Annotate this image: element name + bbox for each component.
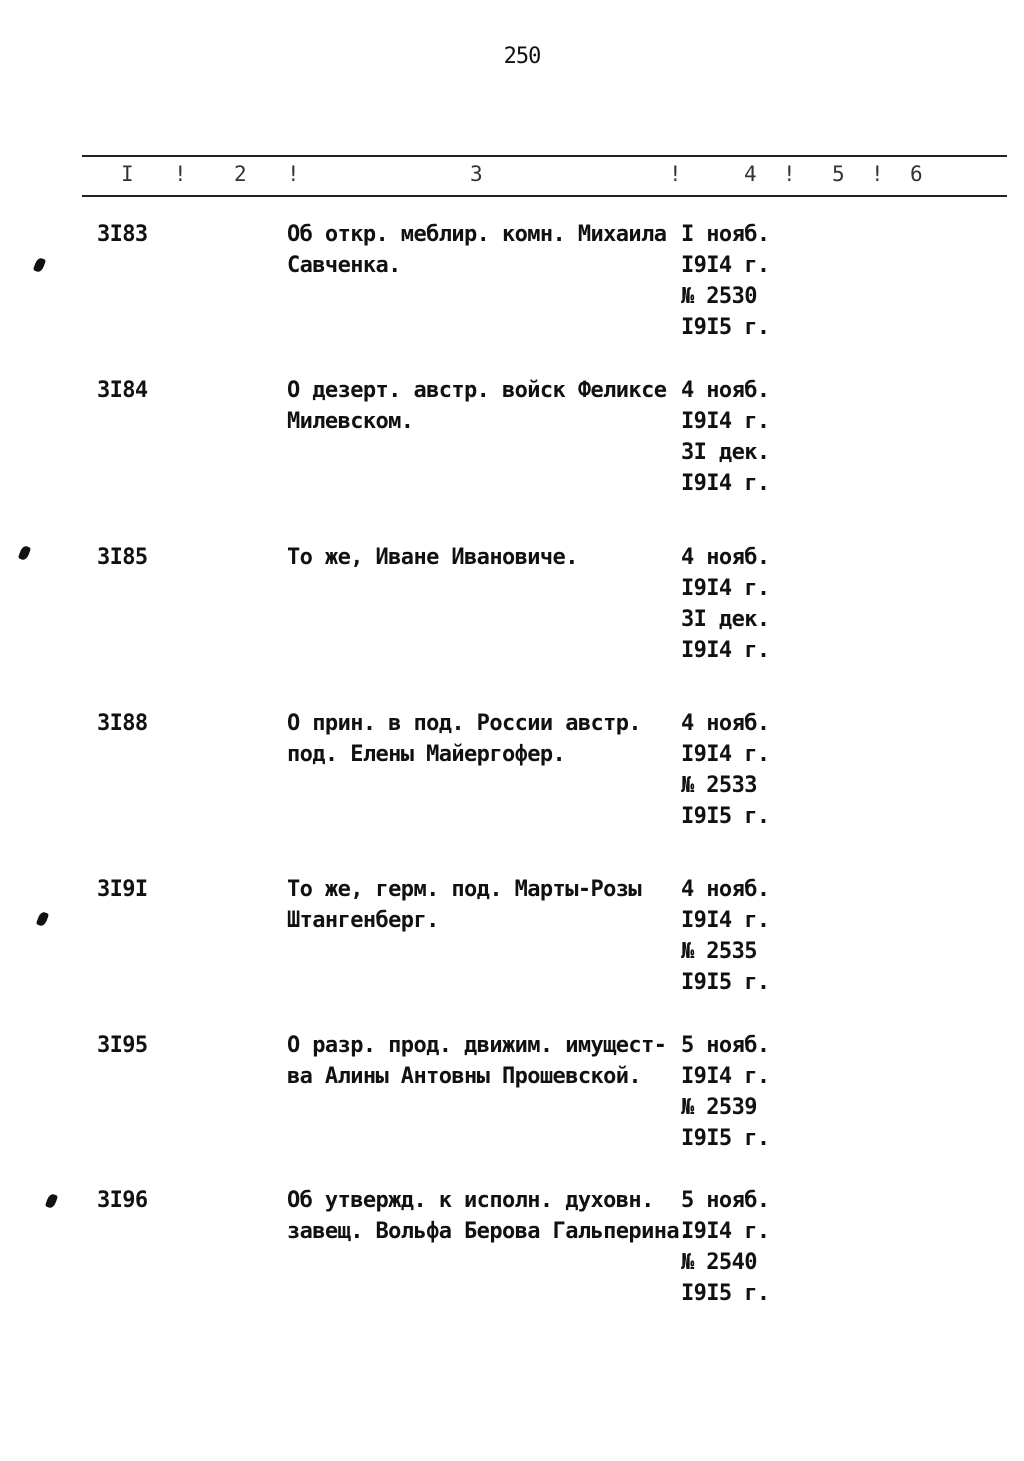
date-line: 3I дек.	[681, 607, 770, 632]
entry-number: 3I88	[97, 711, 148, 736]
header-col-2: 2	[234, 162, 247, 186]
table-header-top-rule	[82, 155, 1007, 157]
description-line: ва Алины Антовны Прошевской.	[287, 1064, 642, 1089]
description-line: Савченка.	[287, 253, 401, 278]
date-line: I9I5 г.	[681, 315, 770, 340]
entry-dates	[681, 375, 770, 499]
table-header-bottom-rule	[82, 195, 1007, 197]
description-line: Милевском.	[287, 409, 414, 434]
date-line: I нояб.	[681, 222, 770, 247]
date-line: I9I4 г.	[681, 253, 770, 278]
header-separator: !	[783, 162, 796, 186]
date-line: I9I4 г.	[681, 1064, 770, 1089]
date-line: I9I5 г.	[681, 1126, 770, 1151]
date-line: № 2530	[681, 284, 757, 309]
punch-hole-mark	[33, 257, 46, 273]
date-line: № 2533	[681, 773, 757, 798]
entry-description	[287, 375, 687, 437]
date-line: I9I4 г.	[681, 471, 770, 496]
table-header	[0, 162, 1024, 190]
description-line: О разр. прод. движим. имущест-	[287, 1033, 667, 1058]
date-line: № 2539	[681, 1095, 757, 1120]
entry-dates	[681, 1185, 770, 1309]
header-separator: !	[871, 162, 884, 186]
entry-description	[287, 874, 687, 936]
description-line: Об откр. меблир. комн. Михаила	[287, 222, 667, 247]
entry-dates	[681, 1030, 770, 1154]
date-line: № 2535	[681, 939, 757, 964]
entry-description	[287, 1030, 687, 1092]
description-line: Об утвержд. к исполн. духовн.	[287, 1188, 654, 1213]
entry-description	[287, 542, 687, 573]
description-line: О прин. в под. России австр.	[287, 711, 642, 736]
header-separator: !	[174, 162, 187, 186]
date-line: I9I4 г.	[681, 409, 770, 434]
description-line: То же, герм. под. Марты-Розы	[287, 877, 642, 902]
punch-hole-mark	[45, 1193, 58, 1209]
punch-hole-mark	[18, 545, 31, 561]
entry-dates	[681, 542, 770, 666]
date-line: 4 нояб.	[681, 545, 770, 570]
entry-description	[287, 219, 687, 281]
entry-description	[287, 1185, 692, 1247]
page-number: 250	[503, 44, 541, 69]
date-line: I9I4 г.	[681, 1219, 770, 1244]
header-col-4: 4	[744, 162, 757, 186]
date-line: 4 нояб.	[681, 378, 770, 403]
description-line: О дезерт. австр. войск Феликсе	[287, 378, 667, 403]
description-line: завещ. Вольфа Берова Гальперина.	[287, 1219, 692, 1244]
entry-dates	[681, 874, 770, 998]
date-line: 3I дек.	[681, 440, 770, 465]
description-line: Штангенберг.	[287, 908, 439, 933]
date-line: № 2540	[681, 1250, 757, 1275]
entry-dates	[681, 219, 770, 343]
date-line: I9I5 г.	[681, 970, 770, 995]
date-line: I9I5 г.	[681, 1281, 770, 1306]
entry-dates	[681, 708, 770, 832]
entry-number: 3I84	[97, 378, 148, 403]
date-line: I9I4 г.	[681, 742, 770, 767]
date-line: I9I4 г.	[681, 908, 770, 933]
entry-number: 3I83	[97, 222, 148, 247]
date-line: 5 нояб.	[681, 1188, 770, 1213]
header-separator: !	[287, 162, 300, 186]
date-line: I9I5 г.	[681, 804, 770, 829]
date-line: I9I4 г.	[681, 638, 770, 663]
entry-number: 3I9I	[97, 877, 148, 902]
entry-description	[287, 708, 687, 770]
header-separator: !	[669, 162, 682, 186]
description-line: То же, Иване Ивановиче.	[287, 545, 578, 570]
date-line: 4 нояб.	[681, 711, 770, 736]
date-line: 5 нояб.	[681, 1033, 770, 1058]
header-col-6: 6	[910, 162, 923, 186]
punch-hole-mark	[36, 911, 49, 927]
header-col-3: 3	[470, 162, 483, 186]
header-col-1: I	[121, 162, 134, 186]
entry-number: 3I95	[97, 1033, 148, 1058]
header-col-5: 5	[832, 162, 845, 186]
entry-number: 3I85	[97, 545, 148, 570]
date-line: 4 нояб.	[681, 877, 770, 902]
description-line: под. Елены Майергофер.	[287, 742, 566, 767]
date-line: I9I4 г.	[681, 576, 770, 601]
entry-number: 3I96	[97, 1188, 148, 1213]
